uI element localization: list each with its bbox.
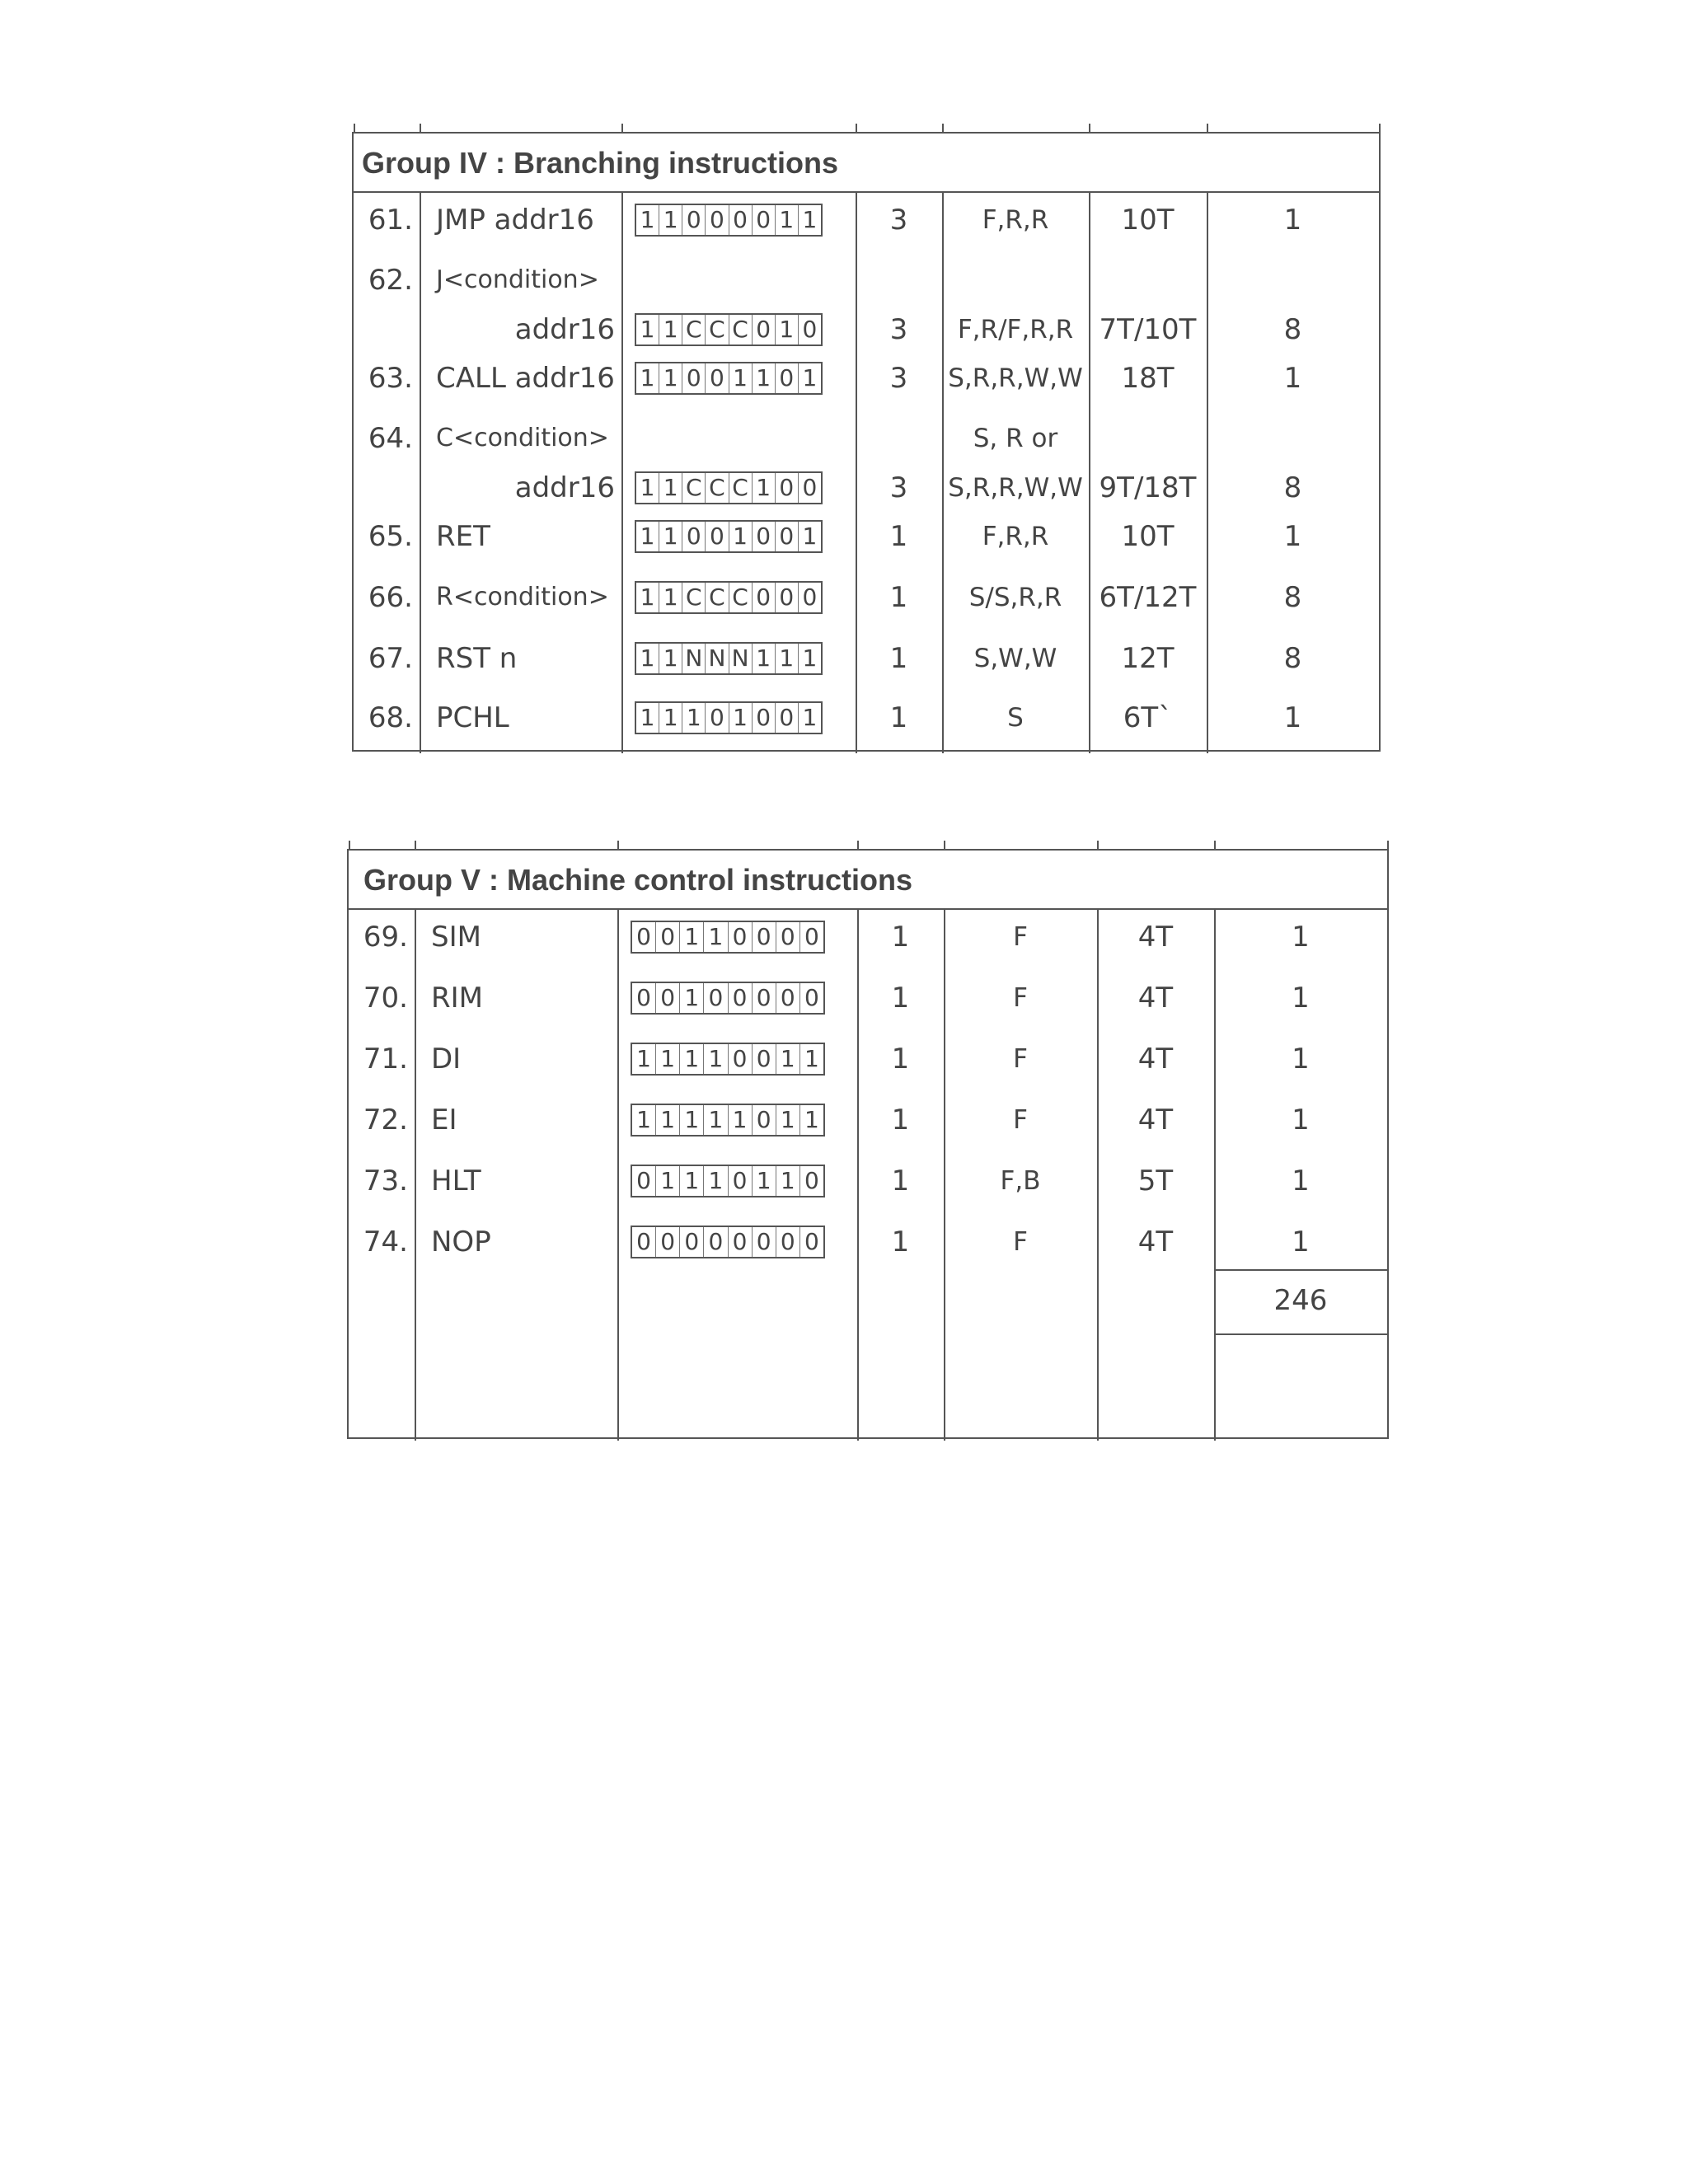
- opcode-bit: 1: [659, 315, 682, 344]
- row-machine-cycles: F: [1013, 922, 1028, 952]
- row-mnemonic: JMP addr16: [436, 204, 594, 237]
- column-tick: [857, 841, 859, 851]
- row-machine-cycles: S, R or: [973, 424, 1058, 453]
- row-machine-cycles: S: [1007, 703, 1024, 733]
- opcode-bit: 0: [632, 1227, 656, 1257]
- opcode-bit: 1: [680, 922, 704, 952]
- opcode-bit: 0: [704, 983, 728, 1013]
- opcode-bit: 1: [704, 922, 728, 952]
- row-mnemonic: C<condition>: [436, 424, 609, 452]
- opcode-bit: 1: [804, 1106, 819, 1133]
- opcode-bit: C: [729, 473, 753, 503]
- opcode-bit: 0: [682, 522, 706, 551]
- opcode-bit: 1: [656, 1166, 680, 1196]
- opcode-bit: 0: [776, 703, 799, 733]
- opcode-bit: 0: [753, 1044, 776, 1074]
- opcode-bit: C: [706, 315, 729, 344]
- opcode-bit: 0: [753, 922, 776, 952]
- opcode-bits: [635, 471, 823, 504]
- column-tick: [1097, 841, 1099, 851]
- opcode-bit: 0: [706, 205, 729, 235]
- opcode-bit: 1: [776, 1044, 800, 1074]
- opcode-bit: 0: [804, 923, 819, 950]
- column-tick: [621, 124, 623, 134]
- opcode-bit: 0: [729, 983, 753, 1013]
- opcode-bit: 1: [802, 206, 818, 233]
- opcode-bit: 0: [682, 205, 706, 235]
- opcode-bit: 0: [804, 984, 819, 1011]
- column-tick: [1379, 124, 1381, 134]
- row-number: 73.: [363, 1165, 408, 1197]
- row-number: 69.: [363, 921, 408, 954]
- opcode-bit: 1: [680, 1105, 704, 1135]
- opcode-bit: N: [729, 644, 753, 673]
- row-instruction-count: 1: [1283, 701, 1302, 734]
- row-bytes: 1: [891, 1104, 910, 1137]
- opcode-bits: [635, 204, 823, 237]
- column-tick: [856, 124, 857, 134]
- row-mnemonic: EI: [431, 1104, 457, 1137]
- row-mnemonic: PCHL: [436, 701, 509, 734]
- row-machine-cycles: F,R/F,R,R: [957, 315, 1074, 344]
- column-tick: [354, 124, 355, 134]
- opcode-bit: 0: [776, 473, 799, 503]
- row-mnemonic: HLT: [431, 1165, 481, 1197]
- row-instruction-count: 8: [1283, 642, 1302, 675]
- group4-table: [352, 132, 1381, 752]
- opcode-bit: 1: [753, 473, 776, 503]
- opcode-bit: 1: [636, 205, 659, 235]
- row-bytes: 1: [891, 1043, 910, 1076]
- opcode-bits: [635, 313, 823, 346]
- opcode-bit: 1: [656, 1105, 680, 1135]
- opcode-bit: C: [706, 583, 729, 612]
- opcode-bits: [631, 921, 825, 954]
- row-number: 62.: [368, 264, 413, 297]
- row-instruction-count: 8: [1283, 581, 1302, 614]
- row-instruction-count: 1: [1283, 362, 1302, 395]
- opcode-bit: 1: [682, 703, 706, 733]
- row-number: 72.: [363, 1104, 408, 1137]
- row-bytes: 1: [889, 520, 908, 553]
- opcode-bit: 1: [776, 1166, 800, 1196]
- row-machine-cycles: F: [1013, 1227, 1028, 1257]
- row-mnemonic: SIM: [431, 921, 481, 954]
- opcode-bits: [635, 581, 823, 614]
- row-machine-cycles-alt: S,R,R,W,W: [948, 473, 1083, 503]
- row-mnemonic-operand: addr16: [514, 313, 615, 346]
- opcode-bit: 0: [729, 1227, 753, 1257]
- row-instruction-count: 8: [1283, 471, 1302, 504]
- row-machine-cycles: F,B: [1000, 1166, 1041, 1196]
- opcode-bit: 1: [804, 1045, 819, 1072]
- row-instruction-count: 1: [1292, 921, 1310, 954]
- opcode-bit: 1: [636, 315, 659, 344]
- opcode-bit: 1: [636, 644, 659, 673]
- opcode-bit: 0: [753, 983, 776, 1013]
- row-bytes: 3: [889, 313, 908, 346]
- column-tick: [944, 841, 945, 851]
- opcode-bit: 1: [659, 644, 682, 673]
- opcode-bit: 0: [776, 522, 799, 551]
- opcode-bit: C: [682, 583, 706, 612]
- opcode-bit: 0: [753, 522, 776, 551]
- row-t-states: 4T: [1137, 1104, 1174, 1137]
- opcode-bit: 1: [656, 1044, 680, 1074]
- opcode-bits: [635, 520, 823, 553]
- opcode-bits: [635, 701, 823, 734]
- row-number: 63.: [368, 362, 413, 395]
- opcode-bit: 1: [636, 703, 659, 733]
- opcode-bits: [631, 1043, 825, 1076]
- row-t-states: 10T: [1121, 520, 1175, 553]
- opcode-bit: 1: [636, 583, 659, 612]
- opcode-bit: 0: [729, 922, 753, 952]
- row-bytes: 1: [889, 701, 908, 734]
- group5-title: Group V : Machine control instructions: [349, 851, 1387, 910]
- row-mnemonic: CALL addr16: [436, 362, 615, 395]
- opcode-bit: 0: [656, 922, 680, 952]
- opcode-bit: 1: [659, 473, 682, 503]
- opcode-bit: 1: [776, 205, 799, 235]
- opcode-bit: 1: [636, 522, 659, 551]
- opcode-bit: 1: [659, 363, 682, 393]
- opcode-bit: 1: [704, 1166, 728, 1196]
- column-tick: [617, 841, 619, 851]
- opcode-bit: 0: [706, 522, 729, 551]
- opcode-bit: 0: [753, 315, 776, 344]
- row-t-states: 4T: [1137, 982, 1174, 1015]
- opcode-bit: 0: [682, 363, 706, 393]
- opcode-bit: C: [706, 473, 729, 503]
- opcode-bit: 0: [802, 583, 818, 611]
- group4-title: Group IV : Branching instructions: [354, 134, 1379, 193]
- total-rule-top: [1214, 1269, 1387, 1271]
- opcode-bit: 1: [729, 1105, 753, 1135]
- row-bytes: 1: [889, 642, 908, 675]
- column-tick: [1387, 841, 1389, 851]
- row-machine-cycles: S,W,W: [973, 644, 1057, 673]
- opcode-bit: 1: [659, 703, 682, 733]
- row-number: 66.: [368, 581, 413, 614]
- opcode-bit: 0: [776, 1227, 800, 1257]
- opcode-bit: C: [729, 583, 753, 612]
- column-divider: [415, 910, 416, 1441]
- group5-table: [347, 849, 1389, 1439]
- row-instruction-count: 1: [1283, 520, 1302, 553]
- row-t-states: 5T: [1137, 1165, 1174, 1197]
- opcode-bit: 1: [753, 644, 776, 673]
- row-mnemonic: DI: [431, 1043, 462, 1076]
- opcode-bit: 1: [659, 205, 682, 235]
- opcode-bit: C: [682, 315, 706, 344]
- row-t-states: 10T: [1121, 204, 1175, 237]
- row-number: 70.: [363, 982, 408, 1015]
- opcode-bit: 0: [704, 1227, 728, 1257]
- opcode-bit: N: [682, 644, 706, 673]
- opcode-bit: 0: [729, 205, 753, 235]
- opcode-bits: [631, 1165, 825, 1197]
- opcode-bit: 0: [729, 1044, 753, 1074]
- column-tick: [1207, 124, 1208, 134]
- row-number: 64.: [368, 422, 413, 455]
- opcode-bit: 1: [704, 1044, 728, 1074]
- opcode-bit: 0: [706, 363, 729, 393]
- opcode-bits: [631, 982, 825, 1015]
- opcode-bit: 1: [636, 363, 659, 393]
- opcode-bit: 1: [680, 983, 704, 1013]
- opcode-bit: 1: [753, 1166, 776, 1196]
- row-bytes: 1: [891, 1165, 910, 1197]
- opcode-bit: 1: [729, 522, 753, 551]
- opcode-bit: 0: [753, 1105, 776, 1135]
- row-t-states: 9T/18T: [1099, 471, 1197, 504]
- row-machine-cycles: F,R,R: [982, 205, 1049, 235]
- row-machine-cycles: F: [1013, 1105, 1028, 1135]
- column-tick: [415, 841, 416, 851]
- opcode-bit: 0: [776, 983, 800, 1013]
- row-instruction-count: 1: [1292, 1104, 1310, 1137]
- opcode-bit: 1: [636, 473, 659, 503]
- opcode-bit: 1: [776, 644, 799, 673]
- opcode-bit: 0: [776, 583, 799, 612]
- row-machine-cycles: S,R,R,W,W: [948, 363, 1083, 393]
- opcode-bit: 0: [753, 703, 776, 733]
- row-instruction-count: 1: [1292, 1043, 1310, 1076]
- opcode-bit: 1: [776, 315, 799, 344]
- opcode-bit: 0: [804, 1228, 819, 1255]
- opcode-bit: 0: [776, 363, 799, 393]
- row-number: 74.: [363, 1226, 408, 1258]
- row-bytes: 1: [891, 1226, 910, 1258]
- opcode-bit: 0: [656, 983, 680, 1013]
- row-bytes: 1: [891, 921, 910, 954]
- row-mnemonic: J<condition>: [436, 265, 599, 294]
- opcode-bit: 0: [802, 316, 818, 343]
- opcode-bit: N: [706, 644, 729, 673]
- row-t-states: 4T: [1137, 921, 1174, 954]
- opcode-bit: 0: [632, 1166, 656, 1196]
- opcode-bit: 1: [802, 364, 818, 391]
- column-divider: [621, 193, 623, 753]
- opcode-bit: 1: [776, 1105, 800, 1135]
- row-instruction-count: 8: [1283, 313, 1302, 346]
- opcode-bits: [631, 1226, 825, 1258]
- opcode-bit: 1: [802, 644, 818, 672]
- row-bytes: 3: [889, 362, 908, 395]
- opcode-bit: 0: [753, 205, 776, 235]
- opcode-bit: 1: [704, 1105, 728, 1135]
- opcode-bits: [631, 1104, 825, 1137]
- column-tick: [420, 124, 421, 134]
- row-t-states: 6T/12T: [1099, 581, 1197, 614]
- opcode-bits: [635, 642, 823, 675]
- row-number: 61.: [368, 204, 413, 237]
- row-mnemonic: RST n: [436, 642, 518, 675]
- opcode-bits: [635, 362, 823, 395]
- row-machine-cycles: S/S,R,R: [968, 583, 1062, 612]
- row-mnemonic: RIM: [431, 982, 483, 1015]
- opcode-bit: 1: [729, 703, 753, 733]
- opcode-bit: 1: [632, 1044, 656, 1074]
- opcode-bit: 0: [680, 1227, 704, 1257]
- opcode-bit: 0: [632, 922, 656, 952]
- opcode-bit: 1: [659, 522, 682, 551]
- row-bytes: 3: [889, 471, 908, 504]
- opcode-bit: 0: [776, 922, 800, 952]
- row-number: 71.: [363, 1043, 408, 1076]
- opcode-bit: 0: [656, 1227, 680, 1257]
- column-tick: [942, 124, 944, 134]
- opcode-bit: 0: [729, 1166, 753, 1196]
- opcode-bit: C: [729, 315, 753, 344]
- opcode-bit: 1: [680, 1044, 704, 1074]
- opcode-bit: 1: [729, 363, 753, 393]
- row-instruction-count: 1: [1292, 982, 1310, 1015]
- opcode-bit: C: [682, 473, 706, 503]
- row-number: 68.: [368, 701, 413, 734]
- opcode-bit: 1: [802, 704, 818, 731]
- opcode-bit: 0: [753, 583, 776, 612]
- row-t-states: 18T: [1121, 362, 1175, 395]
- row-bytes: 1: [891, 982, 910, 1015]
- opcode-bit: 0: [802, 474, 818, 501]
- row-machine-cycles: F: [1013, 1044, 1028, 1074]
- row-t-states: 4T: [1137, 1043, 1174, 1076]
- row-machine-cycles: F,R,R: [982, 522, 1049, 551]
- column-divider: [617, 910, 619, 1441]
- total-rule-bottom: [1214, 1333, 1387, 1335]
- row-instruction-count: 1: [1292, 1165, 1310, 1197]
- row-bytes: 1: [889, 581, 908, 614]
- opcode-bit: 1: [680, 1166, 704, 1196]
- opcode-bit: 1: [659, 583, 682, 612]
- row-t-states: 7T/10T: [1099, 313, 1197, 346]
- row-mnemonic: NOP: [431, 1226, 491, 1258]
- opcode-bit: 0: [804, 1167, 819, 1194]
- row-instruction-count: 1: [1292, 1226, 1310, 1258]
- row-machine-cycles: F: [1013, 983, 1028, 1013]
- row-instruction-count: 1: [1283, 204, 1302, 237]
- opcode-bit: 1: [802, 523, 818, 550]
- row-mnemonic: RET: [436, 520, 490, 553]
- row-t-states: 6T`: [1123, 701, 1173, 734]
- row-bytes: 3: [889, 204, 908, 237]
- column-tick: [1214, 841, 1216, 851]
- row-t-states: 4T: [1137, 1226, 1174, 1258]
- column-tick: [1089, 124, 1090, 134]
- total-instruction-count: 246: [1273, 1284, 1328, 1317]
- row-mnemonic-operand: addr16: [514, 471, 615, 504]
- row-number: 67.: [368, 642, 413, 675]
- opcode-bit: 0: [753, 1227, 776, 1257]
- opcode-bit: 1: [753, 363, 776, 393]
- opcode-bit: 0: [706, 703, 729, 733]
- column-tick: [349, 841, 350, 851]
- opcode-bit: 0: [632, 983, 656, 1013]
- row-mnemonic: R<condition>: [436, 583, 609, 612]
- row-number: 65.: [368, 520, 413, 553]
- row-t-states: 12T: [1121, 642, 1175, 675]
- opcode-bit: 1: [632, 1105, 656, 1135]
